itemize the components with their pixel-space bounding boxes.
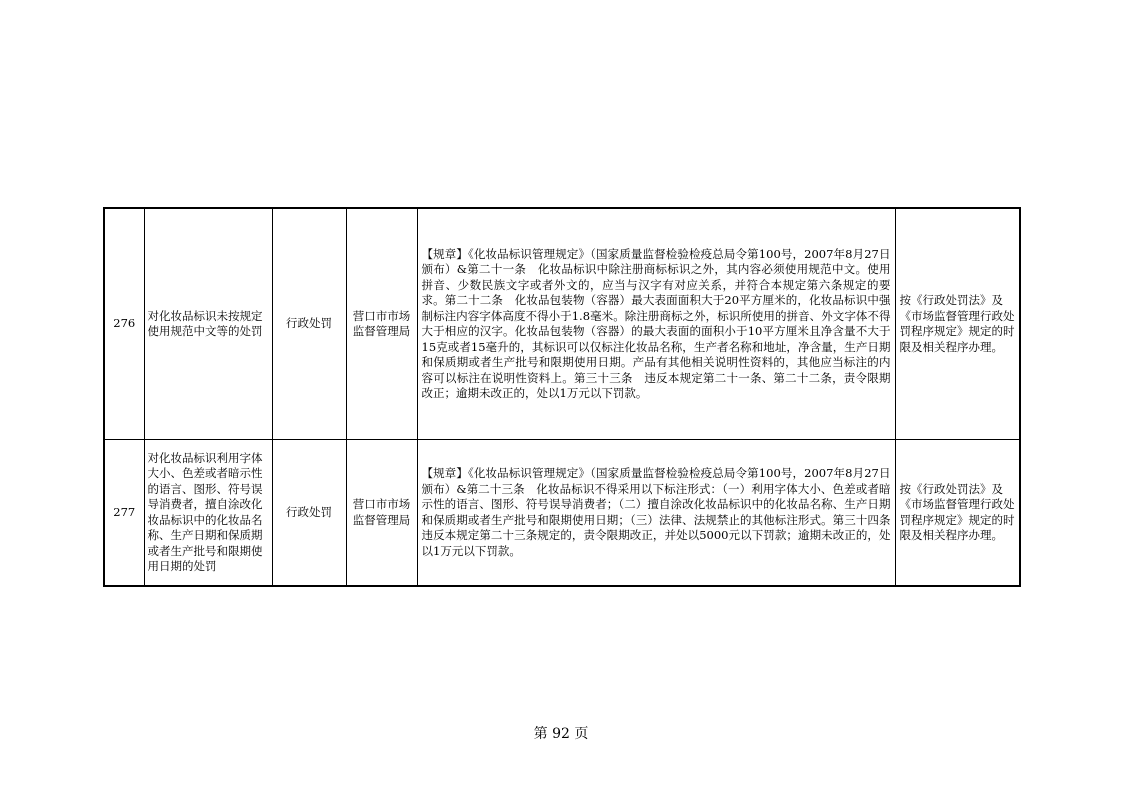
procedure-note: 按《行政处罚法》及《市场监督管理行政处罚程序规定》规定的时限及相关程序办理。 xyxy=(895,440,1020,587)
implementing-authority: 营口市市场监督管理局 xyxy=(346,208,417,440)
item-type: 行政处罚 xyxy=(272,208,346,440)
item-name: 对化妆品标识利用字体大小、色差或者暗示性的语言、图形、符号误导消费者，擅自涂改化妆品标识中的化妆品名称、生产日期和保质期或者生产批号和限期使用日期的处罚 xyxy=(144,440,272,587)
item-name: 对化妆品标识未按规定使用规范中文等的处罚 xyxy=(144,208,272,440)
page-number: 第 92 页 xyxy=(533,726,589,742)
row-number: 277 xyxy=(104,440,144,587)
row-number: 276 xyxy=(104,208,144,440)
item-type: 行政处罚 xyxy=(272,440,346,587)
implementing-authority: 营口市市场监督管理局 xyxy=(346,440,417,587)
legal-basis: 【规章】《化妆品标识管理规定》（国家质量监督检验检疫总局令第100号，2007年8月27日颁布）&第二十三条 化妆品标识不得采用以下标注形式：（一）利用字体大小、色差或者暗示性的语言、图形、符号误导消费者；（二）擅自涂改化妆品标识中的化妆品名称、生产日期和保质期或者生产批号和限期使用日期；（三）法律、法规禁止的其他标注形式。第三十四条 违反本规定第二十三条规定的，责令限期改正，并处以5000元以下罚款；逾期未改正的，处以1万元以下罚款。 xyxy=(417,440,895,587)
table-row xyxy=(104,440,1020,587)
procedure-note: 按《行政处罚法》及《市场监督管理行政处罚程序规定》规定的时限及相关程序办理。 xyxy=(895,208,1020,440)
legal-basis: 【规章】《化妆品标识管理规定》（国家质量监督检验检疫总局令第100号，2007年8月27日颁布）&第二十一条 化妆品标识中除注册商标标识之外，其内容必须使用规范中文。使用拼音、少数民族文字或者外文的，应当与汉字有对应关系，并符合本规定第六条规定的要求。第二十二条 化妆品包装物（容器）最大表面面积大于20平方厘米的，化妆品标识中强制标注内容字体高度不得小于1.8毫米。除注册商标之外，标识所使用的拼音、外文字体不得大于相应的汉字。化妆品包装物（容器）的最大表面的面积小于10平方厘米且净含量不大于15克或者15毫升的，其标识可以仅标注化妆品名称，生产者名称和地址，净含量，生产日期和保质期或者生产批号和限期使用日期。产品有其他相关说明性资料的，其他应当标注的内容可以标注在说明性资料上。第三十三条 违反本规定第二十一条、第二十二条，责令限期改正；逾期未改正的，处以1万元以下罚款。 xyxy=(417,208,895,440)
table-row xyxy=(104,208,1020,440)
power-list-table xyxy=(103,207,1021,587)
